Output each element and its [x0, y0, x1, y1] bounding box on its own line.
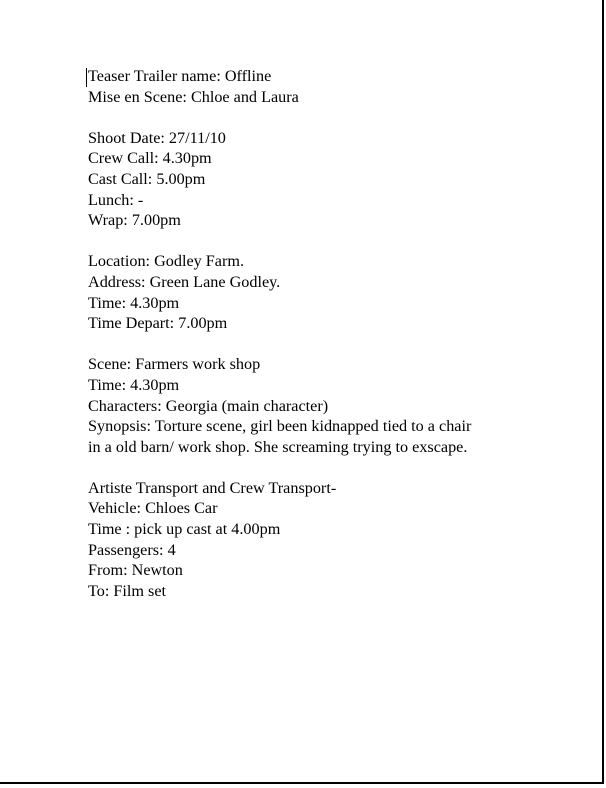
vehicle: Vehicle: Chloes Car — [88, 499, 218, 518]
characters: Characters: Georgia (main character) — [88, 396, 329, 415]
lunch: Lunch: - — [88, 190, 144, 209]
blank-line — [88, 231, 558, 252]
blank-line — [88, 334, 558, 355]
pickup-time: Time : pick up cast at 4.00pm — [88, 520, 281, 539]
time-depart: Time Depart: 7.00pm — [88, 314, 228, 333]
passengers: Passengers: 4 — [88, 540, 176, 559]
mise-en-scene: Mise en Scene: Chloe and Laura — [88, 87, 299, 106]
synopsis-line-2: in a old barn/ work shop. She screaming trying to exscape. — [88, 437, 468, 456]
from: From: Newton — [88, 561, 183, 580]
cast-call: Cast Call: 5.00pm — [88, 169, 206, 188]
text-cursor — [86, 68, 87, 87]
wrap: Wrap: 7.00pm — [88, 211, 181, 230]
crew-call: Crew Call: 4.30pm — [88, 149, 212, 168]
shoot-date: Shoot Date: 27/11/10 — [88, 128, 226, 147]
document-body[interactable] — [88, 66, 558, 601]
to: To: Film set — [88, 581, 167, 600]
synopsis-line-1: Synopsis: Torture scene, girl been kidnapped tied to a chair — [88, 417, 472, 436]
blank-line — [88, 107, 558, 128]
teaser-title: Teaser Trailer name: Offline — [88, 67, 272, 85]
scene-time: Time: 4.30pm — [88, 375, 180, 394]
address: Address: Green Lane Godley. — [88, 272, 281, 291]
location: Location: Godley Farm. — [88, 252, 244, 271]
location-time: Time: 4.30pm — [88, 293, 180, 312]
transport-heading: Artiste Transport and Crew Transport- — [88, 478, 337, 497]
blank-line — [88, 457, 558, 478]
scene: Scene: Farmers work shop — [88, 355, 261, 374]
